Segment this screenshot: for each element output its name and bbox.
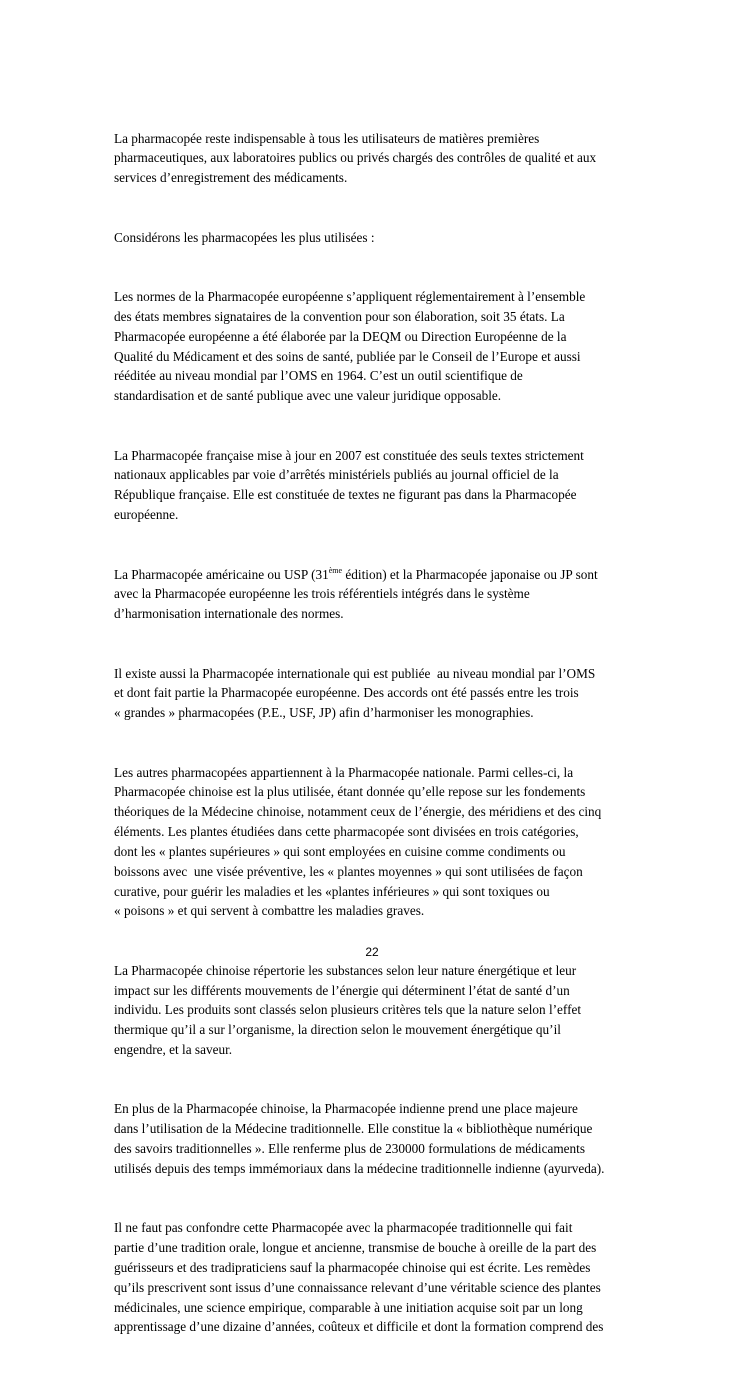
paragraph-french-pharmacopoeia: La Pharmacopée française mise à jour en 2007 est constituée des seuls textes strictement nationaux applicables par voie d’arrêtés ministériels publiés au journal officiel de la République française. Elle est constituée de textes ne figurant pas dans la Pharmacopée européenne.: [114, 447, 584, 523]
usp-text-start: La Pharmacopée américaine ou USP (31: [114, 566, 329, 582]
paragraph-european-pharmacopoeia: Les normes de la Pharmacopée européenne s’appliquent réglementairement à l’ensemble des états membres signataires de la convention pour son élaboration, soit 35 états. La Pharmacopée européenne a été élaborée par la DEQM ou Direction Européenne de la Qualité du Médicament et des soins de santé, publiée par le Conseil de l’Europe et aussi rééditée au niveau mondial par l’OMS en 1964. C’est un outil scientifique de standardisation et de santé publique avec une valeur juridique opposable.: [114, 289, 586, 404]
paragraph-usp-jp: [114, 565, 674, 624]
paragraph-indian-pharmacopoeia: En plus de la Pharmacopée chinoise, la Pharmacopée indienne prend une place majeure dans l’utilisation de la Médecine traditionnelle. Elle constitue la « bibliothèque numérique des savoirs traditionnelles ». Elle renferme plus de 230000 formulations de médicaments utilisés depuis des temps immémoriaux dans la médecine traditionnelle indienne (ayurveda).: [114, 1101, 605, 1176]
paragraph-importance: La pharmacopée reste indispensable à tous les utilisateurs de matières premières pharmaceutiques, aux laboratoires publics ou privés chargés des contrôles de qualité et aux services d’enregistrement des médicaments.: [114, 130, 597, 186]
paragraph-traditional-pharmacopoeia: Il ne faut pas confondre cette Pharmacopée avec la pharmacopée traditionnelle qui fait partie d’une tradition orale, longue et ancienne, transmise de bouche à oreille de la part des guérisseurs et des tradipraticiens sauf la pharmacopée chinoise qui est écrite. Les remèdes qu’ils prescrivent sont issus d’une connaissance relevant d’une véritable science des plantes médicinales, une science empirique, comparable à une initiation acquise soit par un long apprentissage d’une dizaine d’années, coûteux et difficile et dont la formation comprend des: [114, 1220, 604, 1335]
edition-superscript: ème: [328, 565, 343, 575]
body-text: [114, 89, 674, 1377]
page-number: 22: [365, 945, 379, 959]
paragraph-intro-list: Considérons les pharmacopées les plus utilisées :: [114, 229, 375, 245]
paragraph-chinese-pharmacopoeia: Les autres pharmacopées appartiennent à la Pharmacopée nationale. Parmi celles-ci, la Pharmacopée chinoise est la plus utilisée, étant donnée qu’elle repose sur les fondements théoriques de la Médecine chinoise, notamment ceux de l’énergie, des méridiens et des cinq éléments. Les plantes étudiées dans cette pharmacopée sont divisées en trois catégories, dont les « plantes supérieures » qui sont employées en cuisine comme condiments ou boissons avec une visée préventive, les « plantes moyennes » qui sont utilisées de façon curative, pour guérir les maladies et les «plantes inférieures » qui sont toxiques ou « poisons » et qui servent à combattre les maladies graves.: [114, 764, 602, 919]
paragraph-chinese-classification: La Pharmacopée chinoise répertorie les substances selon leur nature énergétique et leur impact sur les différents mouvements de l’énergie qui déterminent l’état de santé d’un individu. Les produits sont classés selon plusieurs critères tels que la nature selon l’effet thermique qu’il a sur l’organisme, la direction selon le mouvement énergétique qu’il engendre, et la saveur.: [114, 962, 582, 1057]
usp-text-end: édition) et la Pharmacopée japonaise ou JP sont avec la Pharmacopée européenne les trois référentiels intégrés dans le système d’harmonisation internationale des normes.: [114, 566, 598, 622]
paragraph-international-pharmacopoeia: Il existe aussi la Pharmacopée internationale qui est publiée au niveau mondial par l’OMS et dont fait partie la Pharmacopée européenne. Des accords ont été passés entre les trois « grandes » pharmacopées (P.E., USF, JP) afin d’harmoniser les monographies.: [114, 665, 596, 721]
